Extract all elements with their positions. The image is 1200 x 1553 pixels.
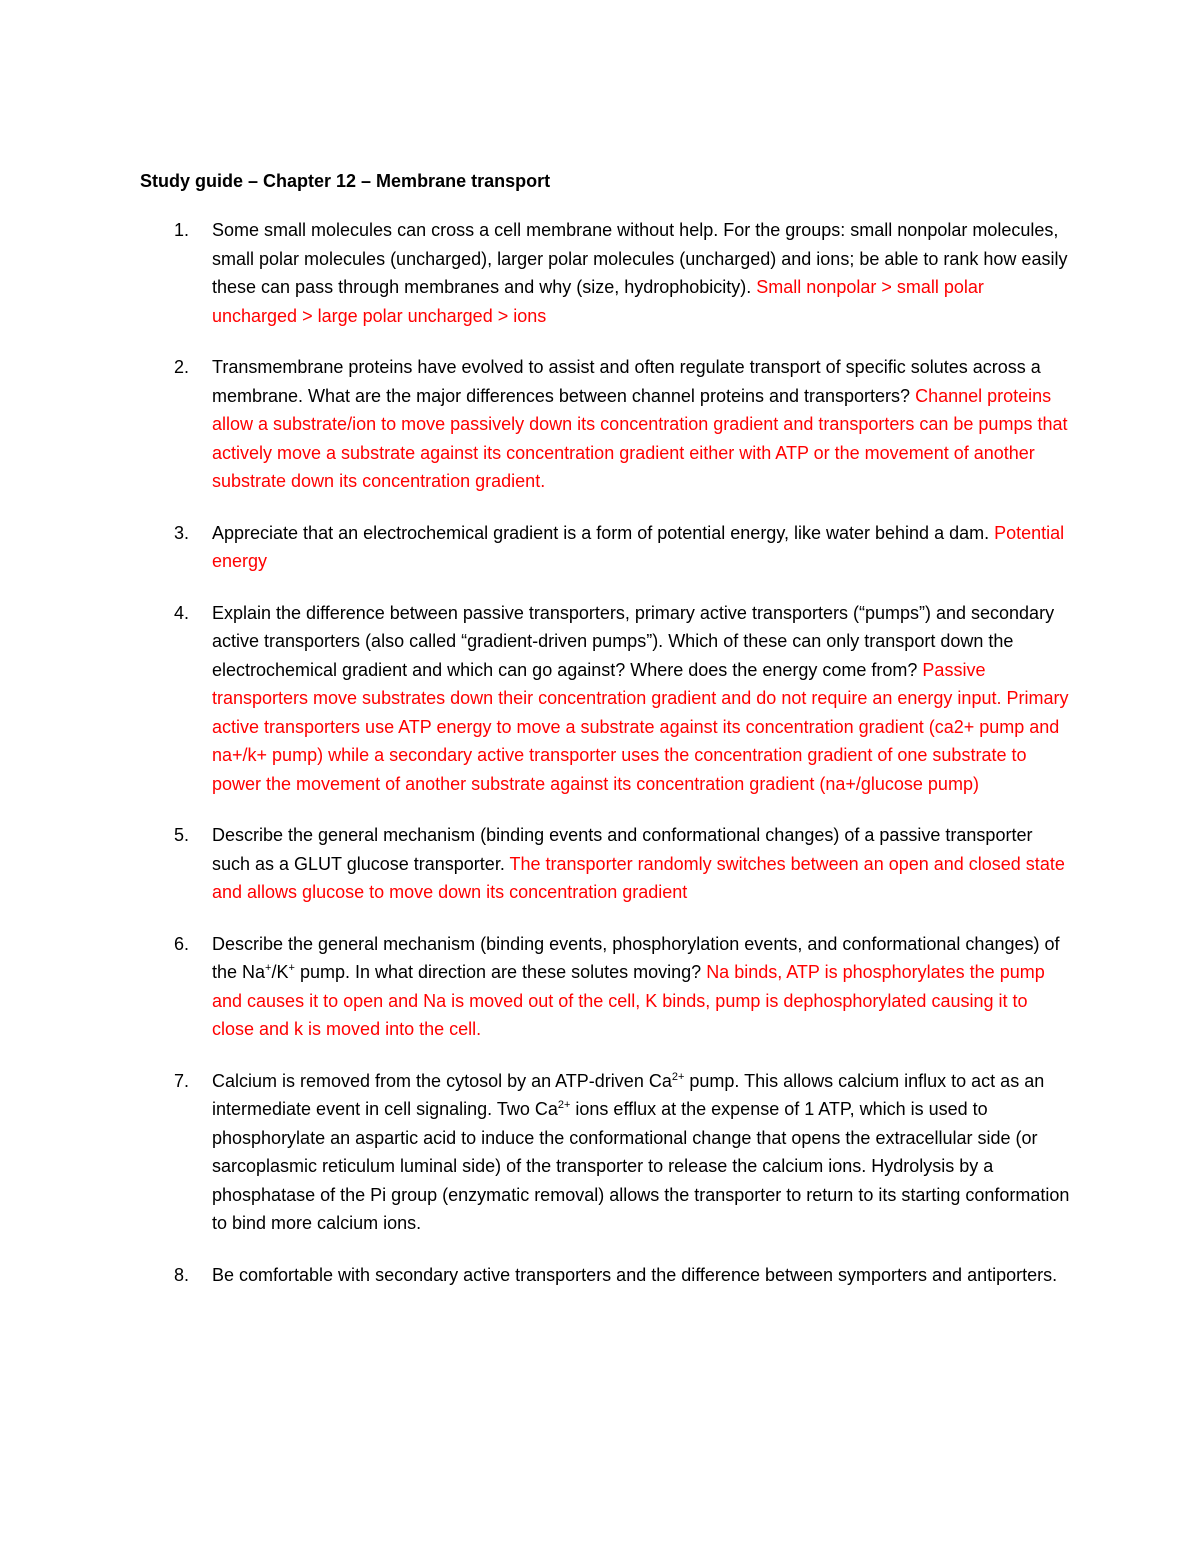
question-item-3 — [140, 519, 1070, 576]
question-item-4 — [140, 599, 1070, 799]
question-item-7 — [140, 1067, 1070, 1238]
superscript-charge: 2+ — [671, 1070, 685, 1083]
question-text-part: Describe the general mechanism (binding events, phosphorylation events, and conformational changes) of the Na — [212, 933, 1060, 982]
answer-text: Na binds, ATP is phosphorylates the pump and causes it to open and Na is moved out of the cell, K binds, pump is dephosphorylated causing it to close and k is moved into the cell. — [212, 962, 1045, 1039]
question-item-5 — [140, 821, 1070, 907]
document-title: Study guide – Chapter 12 – Membrane transport — [140, 171, 551, 191]
question-item-6 — [140, 930, 1070, 1044]
question-number: 7. — [174, 1070, 190, 1091]
question-number: 3. — [174, 522, 190, 543]
question-text: Describe the general mechanism (binding events and conformational changes) of a passive transporter such as a GLUT glucose transporter. — [212, 825, 1033, 874]
answer-text: Passive transporters move substrates down their concentration gradient and do not require an energy input. Primary active transporters use ATP energy to move a substrate against its concentration gradient (ca2+ pump and na+/k+ pump) while a secondary active transporter uses the concentration gradient of one substrate to power the movement of another substrate against its concentration gradient (na+/glucose pump) — [212, 659, 1069, 794]
question-number: 2. — [174, 357, 190, 377]
question-number: 6. — [174, 933, 190, 954]
question-text-part: Calcium is removed from the cytosol by an ATP-driven Ca — [212, 1070, 672, 1091]
answer-text: The transporter randomly switches between an open and closed state and allows glucose to move down its concentration gradient — [212, 853, 1065, 902]
answer-text: Channel proteins allow a substrate/ion to move passively down its concentration gradient and transporters can be pumps that actively move a substrate against its concentration gradient either with ATP or the movement of another substrate down its concentration gradient. — [212, 385, 1068, 491]
question-item-1 — [140, 216, 1070, 330]
question-text: Transmembrane proteins have evolved to assist and often regulate transport of specific solutes across a membrane. What are the major differences between channel proteins and transporters? — [212, 357, 1041, 406]
superscript-charge: 2+ — [557, 1099, 571, 1111]
question-text: Be comfortable with secondary active transporters and the difference between symporters and antiporters. — [212, 1264, 1058, 1285]
question-number: 8. — [174, 1264, 190, 1285]
question-list — [140, 216, 1070, 1289]
question-item-2 — [140, 353, 1070, 496]
question-number: 1. — [174, 220, 190, 240]
answer-text: Potential energy — [212, 522, 1065, 571]
question-item-8 — [140, 1261, 1070, 1290]
question-text-part: pump. In what direction are these solutes moving? — [294, 962, 702, 982]
question-text-part: /K — [271, 962, 289, 982]
superscript-charge: + — [265, 962, 272, 974]
question-text-part: pump. This allows calcium influx to act as an intermediate event in cell signaling. Two Ca — [212, 1070, 1045, 1119]
question-text-part: ions efflux at the expense of 1 ATP, which is used to phosphorylate an aspartic acid to induce the conformational change that opens the extracellular side (or sarcoplasmic reticulum luminal side) of the transporter to release the calcium ions. Hydrolysis by a phosphatase of the Pi group (enzymatic removal) allows the transporter to return to its starting conformation to bind more calcium ions. — [212, 1099, 1070, 1233]
question-number: 5. — [174, 825, 190, 845]
question-number: 4. — [174, 602, 190, 623]
answer-text: Small nonpolar > small polar uncharged > large polar uncharged > ions — [212, 277, 984, 326]
question-text: Appreciate that an electrochemical gradient is a form of potential energy, like water behind a dam. — [212, 522, 990, 543]
question-text: Some small molecules can cross a cell membrane without help. For the groups: small nonpolar molecules, small polar molecules (uncharged), larger polar molecules (uncharged) and ions; be able to rank how easily these can pass through membranes and why (size, hydrophobicity). — [212, 220, 1068, 297]
superscript-charge: + — [288, 962, 295, 974]
question-text: Explain the difference between passive transporters, primary active transporters (“pumps”) and secondary active transporters (also called “gradient-driven pumps”). Which of these can only transport down the electrochemical gradient and which can go against? Where does the energy come from? — [212, 602, 1055, 680]
